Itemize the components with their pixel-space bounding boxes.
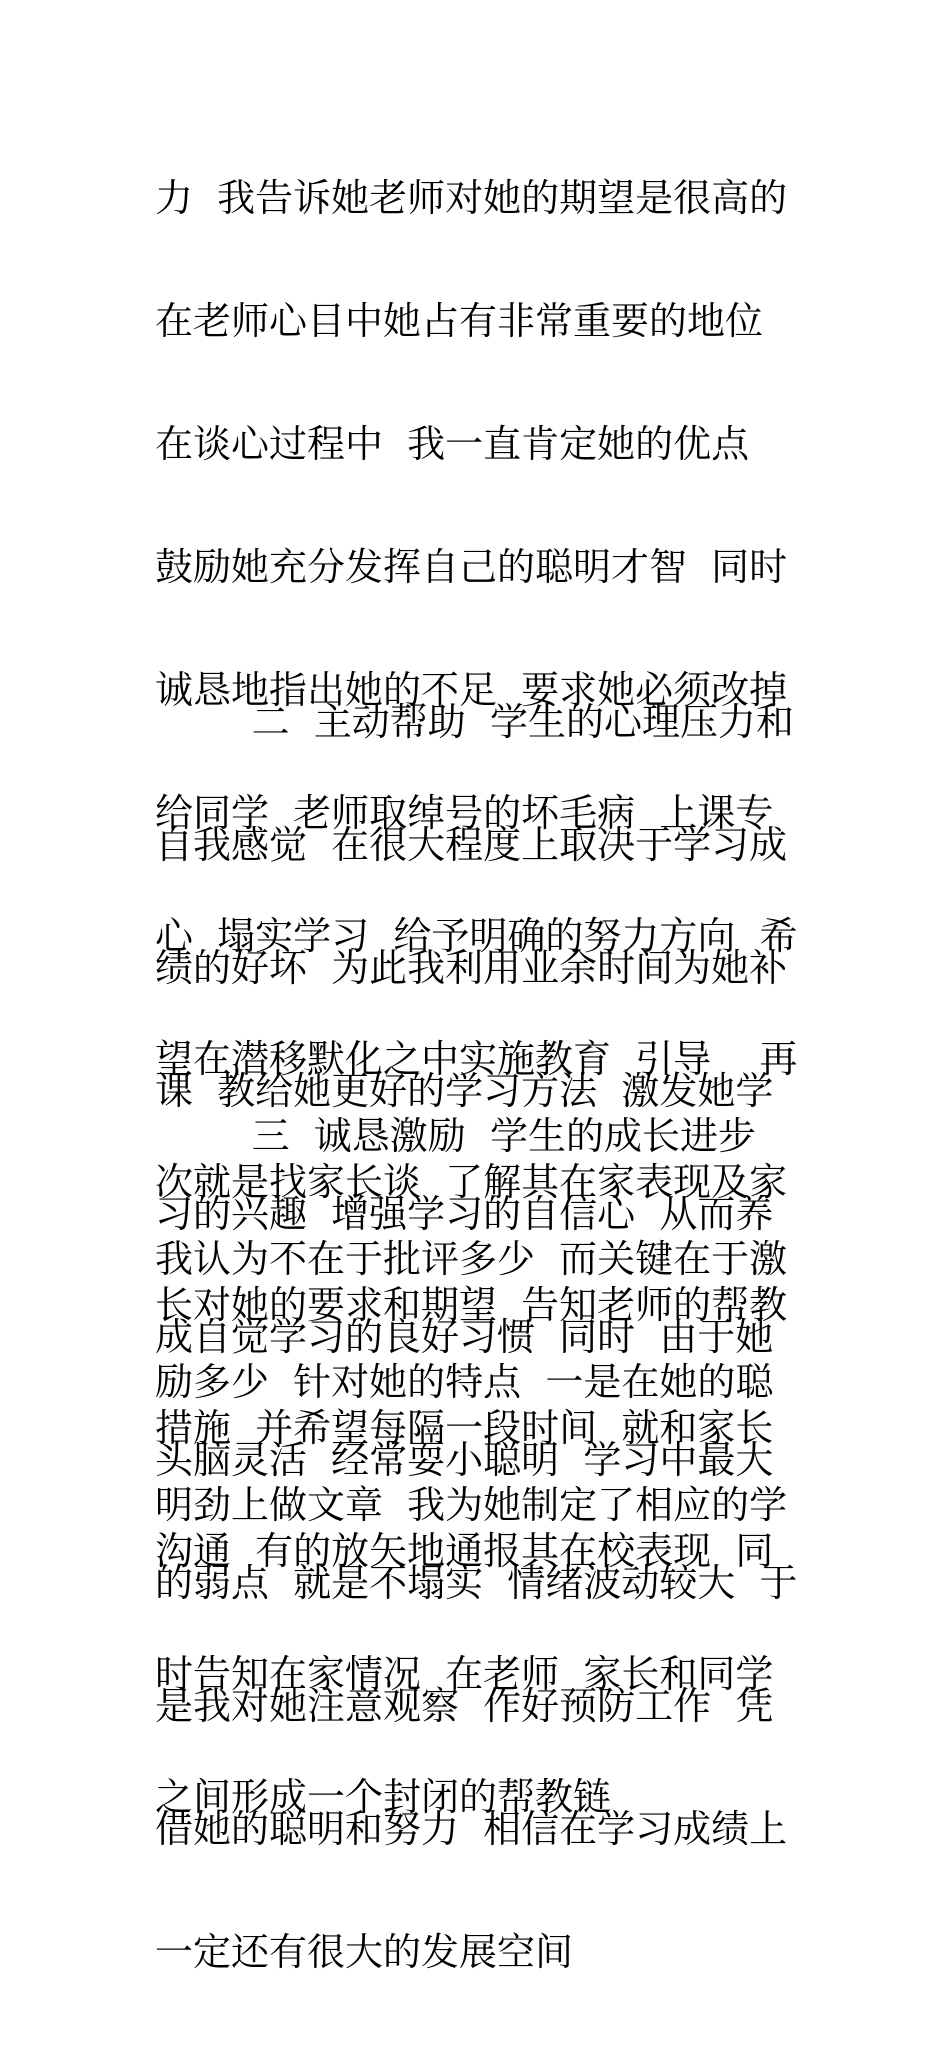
text-line: 的弱点 就是不塌实 情绪波动较大 于	[155, 1561, 798, 1605]
text-line: 头脑灵活 经常耍小聪明 学习中最大	[155, 1438, 774, 1482]
text-line: 成自觉学习的良好习惯 同时 由于她	[155, 1315, 774, 1359]
text-line: 励多少 针对她的特点 一是在她的聪	[155, 1360, 774, 1404]
text-line: 习的兴趣 增强学习的自信心 从而养	[155, 1192, 774, 1236]
text-line: 是我对她注意观察 作好预防工作 凭	[155, 1684, 774, 1728]
paragraph-3	[155, 1034, 805, 1608]
text-line: 明劲上做文章 我为她制定了相应的学	[155, 1483, 788, 1527]
text-line: 二 主动帮助 学生的心理压力和	[155, 700, 794, 744]
text-line: 力 我告诉她老师对她的期望是很高的	[155, 176, 788, 220]
text-line: 在谈心过程中 我一直肯定她的优点	[155, 422, 750, 466]
text-line: 鼓励她充分发挥自己的聪明才智 同时	[155, 545, 788, 589]
text-line: 时告知在家情况 在老师 家长和同学	[155, 1652, 774, 1696]
text-line: 长对她的要求和期望 告知老师的帮教	[155, 1283, 788, 1327]
text-line: 自我感觉 在很大程度上取决于学习成	[155, 823, 788, 867]
text-line: 绩的好坏 为此我利用业余时间为她补	[155, 946, 788, 990]
text-line: 望在潜移默化之中实施教育 引导 再	[155, 1037, 798, 1081]
text-line: 三 诚恳激励 学生的成长进步	[155, 1114, 756, 1158]
text-line: 次就是找家长谈 了解其在家表现及家	[155, 1160, 788, 1204]
text-line: 沟通 有的放矢地通报其在校表现 同	[155, 1529, 774, 1573]
text-line: 之间形成一个封闭的帮教链	[155, 1775, 612, 1819]
text-line: 诚恳地指出她的不足 要求她必须改掉	[155, 668, 788, 712]
text-line: 给同学 老师取绰号的坏毛病 上课专	[155, 791, 774, 835]
text-line: 课 教给她更好的学习方法 激发她学	[155, 1069, 774, 1113]
text-line: 借她的聪明和努力 相信在学习成绩上	[155, 1807, 788, 1851]
text-line: 心 塌实学习 给予明确的努力方向 希	[155, 914, 798, 958]
text-line: 措施 并希望每隔一段时间 就和家长	[155, 1406, 774, 1450]
text-line: 一定还有很大的发展空间	[155, 1930, 574, 1974]
text-line: 我认为不在于批评多少 而关键在于激	[155, 1237, 788, 1281]
text-line: 在老师心目中她占有非常重要的地位	[155, 299, 764, 343]
